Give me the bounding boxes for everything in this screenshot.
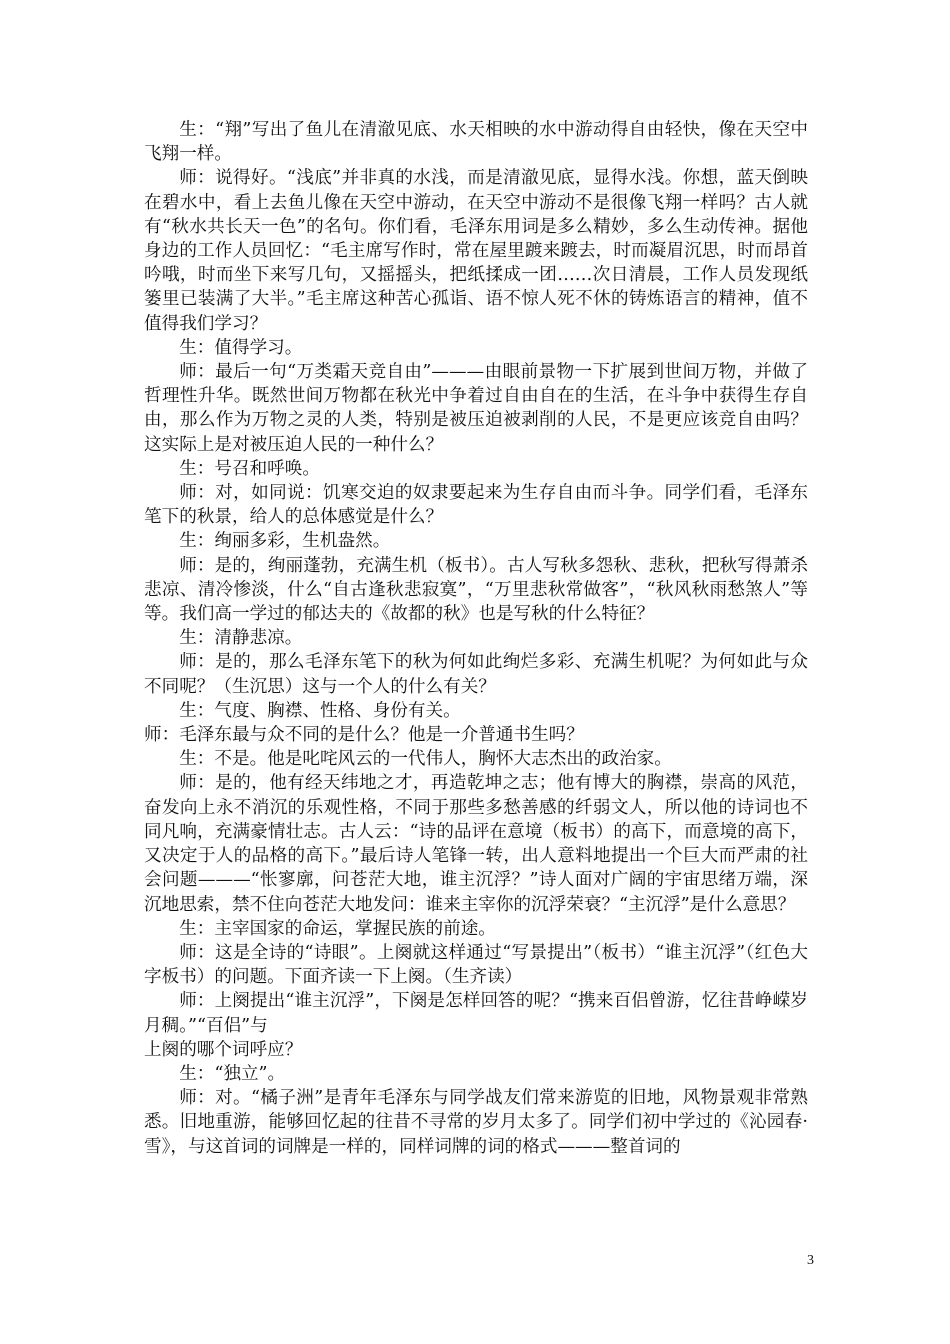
paragraph-15: 生：主宰国家的命运，掌握民族的前途。 [179,918,496,939]
paragraph-11: 生：气度、胸襟、性格、身份有关。 [179,700,461,721]
paragraph-19: 生：“独立”。 [179,1063,286,1084]
paragraph-10: 师：是的，那么毛泽东笔下的秋为何如此绚烂多彩、充满生机呢？为何如此与众不同呢？（生沉思）这与一个人的什么有关？ [144,652,808,697]
paragraph-17: 师：上阕提出“谁主沉浮”，下阕是怎样回答的呢？“携来百侣曾游，忆往昔峥嵘岁月稠。”“百侣”与 [144,991,808,1036]
paragraph-14: 师：是的，他有经天纬地之才，再造乾坤之志；他有博大的胸襟，崇高的风范，奋发向上永不消沉的乐观性格，不同于那些多愁善感的纤弱文人，所以他的诗词也不同凡响，充满豪情壮志。古人云：“诗的品评在意境（板书）的高下，而意境的高下，又决定于人的品格的高下。”最后诗人笔锋一转，出人意料地提出一个巨大而严肃的社会问题———“怅寥廓，问苍茫大地，谁主沉浮？”诗人面对广阔的宇宙思绪万端，深沉地思索，禁不住向苍茫大地发问：谁来主宰你的沉浮荣衰？“主沉浮”是什么意思？ [144,773,808,915]
paragraph-7: 生：绚丽多彩，生机盎然。 [179,531,391,552]
document-body [144,118,808,1159]
paragraph-16: 师：这是全诗的“诗眼”。上阕就这样通过“写景提出”（板书）“谁主沉浮”（红色大字板书）的问题。下面齐读一下上阕。（生齐读） [144,942,808,988]
paragraph-8: 师：是的，绚丽蓬勃，充满生机（板书）。古人写秋多怨秋、悲秋，把秋写得萧杀悲凉、清冷惨淡，什么“自古逢秋悲寂寞”，“万里悲秋常做客”，“秋风秋雨愁煞人”等等。我们高一学过的郁达夫的《故都的秋》也是写秋的什么特征？ [144,555,808,625]
paragraph-13: 生：不是。他是叱咤风云的一代伟人，胸怀大志杰出的政治家。 [179,749,672,770]
paragraph-5: 生：号召和呼唤。 [179,458,320,479]
paragraph-1: 生：“翔”写出了鱼儿在清澈见底、水天相映的水中游动得自由轻快，像在天空中飞翔一样。 [144,120,808,165]
paragraph-3: 生：值得学习。 [179,337,303,358]
paragraph-18: 上阕的哪个词呼应？ [144,1039,303,1060]
paragraph-20: 师：对。“橘子洲”是青年毛泽东与同学战友们常来游览的旧地，风物景观非常熟悉。旧地重游，能够回忆起的往昔不寻常的岁月太多了。同学们初中学过的《沁园春·雪》，与这首词的词牌是一样的，同样词牌的词的格式———整首词的 [144,1088,808,1157]
paragraph-12: 师：毛泽东最与众不同的是什么？他是一介普通书生吗？ [144,725,584,746]
paragraph-4: 师：最后一句“万类霜天竞自由”———由眼前景物一下扩展到世间万物，并做了哲理性升华。既然世间万物都在秋光中争着过自由自在的生活，在斗争中获得生存自由，那么作为万物之灵的人类，特别是被压迫被剥削的人民，不是更应该竞自由吗？这实际上是对被压迫人民的一种什么？ [144,362,808,455]
paragraph-9: 生：清静悲凉。 [179,628,303,649]
page-number: 3 [807,1253,814,1268]
paragraph-2: 师：说得好。“浅底”并非真的水浅，而是清澈见底，显得水浅。你想，蓝天倒映在碧水中，看上去鱼儿像在天空中游动，在天空中游动不是很像飞翔一样吗？古人就有“秋水共长天一色”的名句。你们看，毛泽东用词是多么精妙，多么生动传神。据他身边的工作人员回忆：“毛主席写作时，常在屋里踱来踱去，时而凝眉沉思，时而昂首吟哦，时而坐下来写几句，又摇摇头，把纸揉成一团……次日清晨，工作人员发现纸篓里已装满了大半。”毛主席这种苦心孤诣、语不惊人死不休的铸炼语言的精神，值不值得我们学习？ [144,168,808,334]
paragraph-6: 师：对，如同说：饥寒交迫的奴隶要起来为生存自由而斗争。同学们看，毛泽东笔下的秋景，给人的总体感觉是什么？ [144,483,808,528]
